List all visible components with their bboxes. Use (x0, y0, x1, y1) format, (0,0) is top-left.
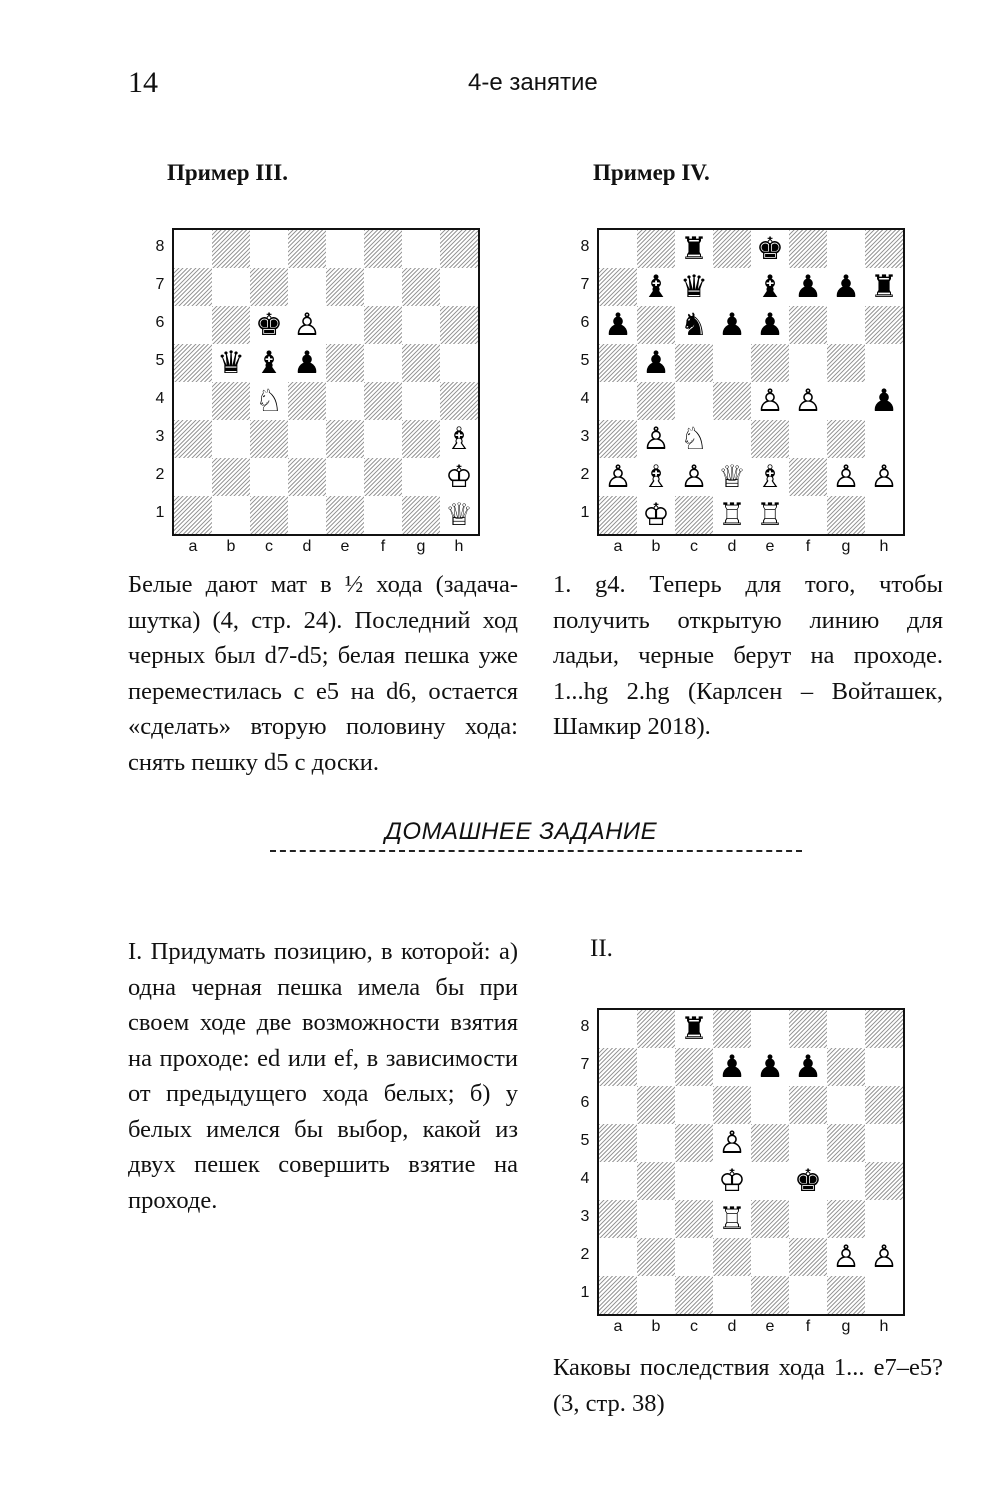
board-square (326, 420, 364, 458)
homework-heading: ДОМАШНЕЕ ЗАДАНИЕ (385, 818, 658, 845)
rank-label: 3 (155, 428, 165, 445)
board-square (675, 1238, 713, 1276)
board-square (402, 344, 440, 382)
board-square (827, 420, 865, 458)
board-square (288, 230, 326, 268)
chess-piece-white-b1: ♔ (637, 496, 675, 534)
board-square (212, 268, 250, 306)
file-label: b (226, 538, 236, 555)
rank-label: 7 (155, 276, 165, 293)
example-4-board (573, 226, 903, 556)
chess-piece-white-d1: ♖ (713, 496, 751, 534)
board-square (751, 1124, 789, 1162)
board-square (637, 1124, 675, 1162)
board-square (865, 1200, 903, 1238)
board-square (440, 230, 478, 268)
rank-label: 2 (580, 1246, 590, 1263)
board-square (713, 382, 751, 420)
board-square (174, 382, 212, 420)
board-square (713, 344, 751, 382)
board-square (751, 1238, 789, 1276)
board-square (402, 382, 440, 420)
board-square (402, 268, 440, 306)
chess-piece-black-e7: ♝ (751, 268, 789, 306)
board-square (599, 1086, 637, 1124)
board-square (865, 496, 903, 534)
board-square (250, 496, 288, 534)
file-label: d (727, 1318, 737, 1335)
board-square (789, 344, 827, 382)
board-square (599, 1010, 637, 1048)
board-square (865, 1124, 903, 1162)
board-square (751, 420, 789, 458)
file-label: c (265, 538, 273, 555)
board-square (789, 1086, 827, 1124)
board-square (212, 306, 250, 344)
file-label: c (690, 1318, 698, 1335)
chess-piece-black-f4: ♚ (789, 1162, 827, 1200)
board-square (865, 1048, 903, 1086)
example-4-text: 1. g4. Теперь для того, чтобы получить открытую линию для ладьи, черные берут на проходе. 1...hg 2.hg (Карлсен – Войташек, Шамкир 2018). (553, 571, 943, 740)
chess-piece-black-b5: ♟ (637, 344, 675, 382)
chess-piece-black-h7: ♜ (865, 268, 903, 306)
board-square (751, 1162, 789, 1200)
file-label: a (188, 538, 198, 555)
board-square (827, 1048, 865, 1086)
board-square (789, 1124, 827, 1162)
file-label: a (613, 1318, 623, 1335)
file-label: g (841, 1318, 851, 1335)
example-4-title: Пример IV. (593, 160, 710, 185)
file-label: e (340, 538, 350, 555)
board-square (599, 382, 637, 420)
board-square (789, 306, 827, 344)
board-square (789, 1238, 827, 1276)
board-square (212, 458, 250, 496)
chess-piece-white-b3: ♙ (637, 420, 675, 458)
section-divider (270, 850, 802, 852)
board-square (827, 1200, 865, 1238)
chess-board-grid (597, 1008, 905, 1316)
board-square (364, 420, 402, 458)
board-square (364, 230, 402, 268)
chess-piece-black-e7: ♟ (751, 1048, 789, 1086)
chess-piece-white-c2: ♙ (675, 458, 713, 496)
chess-board-grid (597, 228, 905, 536)
board-square (675, 344, 713, 382)
file-label: g (416, 538, 426, 555)
board-square (326, 306, 364, 344)
board-square (288, 420, 326, 458)
board-square (675, 496, 713, 534)
board-square (599, 1276, 637, 1314)
chess-piece-black-b7: ♝ (637, 268, 675, 306)
board-square (326, 458, 364, 496)
board-square (865, 420, 903, 458)
chess-piece-black-b5: ♛ (212, 344, 250, 382)
board-square (326, 496, 364, 534)
board-square (865, 306, 903, 344)
board-square (789, 496, 827, 534)
board-square (364, 496, 402, 534)
file-label: f (805, 538, 811, 555)
board-square (865, 1162, 903, 1200)
file-label: h (879, 538, 889, 555)
board-square (174, 496, 212, 534)
board-square (789, 458, 827, 496)
chess-piece-white-c4: ♘ (250, 382, 288, 420)
chess-piece-black-f7: ♟ (789, 268, 827, 306)
board-square (440, 382, 478, 420)
example-3-text: Белые дают мат в ½ хода (задача-шутка) (4, стр. 24). Последний ход черных был d7-d5; белая пешка уже переместилась с e5 на d6, остается «сделать» вторую половину хода: снять пешку d5 с доски. (128, 571, 518, 776)
rank-label: 1 (580, 504, 590, 521)
board-square (865, 230, 903, 268)
board-square (364, 268, 402, 306)
board-square (827, 1010, 865, 1048)
board-square (675, 1086, 713, 1124)
board-square (212, 496, 250, 534)
homework-board (573, 1006, 903, 1336)
board-square (212, 230, 250, 268)
board-square (789, 1010, 827, 1048)
chess-piece-black-e8: ♚ (751, 230, 789, 268)
chess-piece-black-c5: ♝ (250, 344, 288, 382)
board-square (326, 230, 364, 268)
chess-piece-white-h2: ♔ (440, 458, 478, 496)
board-square (599, 420, 637, 458)
board-square (599, 344, 637, 382)
example-3-board (148, 226, 478, 556)
board-square (675, 1200, 713, 1238)
chess-piece-white-g2: ♙ (827, 1238, 865, 1276)
chess-piece-white-f4: ♙ (789, 382, 827, 420)
board-square (675, 1162, 713, 1200)
board-square (402, 306, 440, 344)
running-head: 4-е занятие (468, 69, 598, 96)
board-square (402, 230, 440, 268)
board-square (675, 382, 713, 420)
board-square (250, 420, 288, 458)
chess-piece-white-c3: ♘ (675, 420, 713, 458)
chess-piece-black-d5: ♟ (288, 344, 326, 382)
chess-piece-white-e4: ♙ (751, 382, 789, 420)
chess-piece-black-c8: ♜ (675, 1010, 713, 1048)
rank-label: 8 (155, 238, 165, 255)
rank-label: 7 (580, 1056, 590, 1073)
board-square (637, 1200, 675, 1238)
chess-piece-white-e2: ♗ (751, 458, 789, 496)
board-square (599, 496, 637, 534)
rank-label: 1 (580, 1284, 590, 1301)
board-square (675, 1276, 713, 1314)
board-square (402, 420, 440, 458)
rank-label: 7 (580, 276, 590, 293)
board-square (865, 344, 903, 382)
board-square (288, 382, 326, 420)
board-square (599, 1238, 637, 1276)
chess-piece-white-d4: ♔ (713, 1162, 751, 1200)
chess-piece-black-a6: ♟ (599, 306, 637, 344)
board-square (751, 344, 789, 382)
chess-piece-white-e1: ♖ (751, 496, 789, 534)
board-square (751, 1086, 789, 1124)
board-square (174, 420, 212, 458)
board-square (713, 1010, 751, 1048)
file-label: d (302, 538, 312, 555)
chess-piece-white-h2: ♙ (865, 1238, 903, 1276)
rank-label: 4 (155, 390, 165, 407)
board-square (637, 1048, 675, 1086)
chess-piece-white-d2: ♕ (713, 458, 751, 496)
board-square (250, 458, 288, 496)
example-3-title: Пример III. (167, 160, 288, 185)
chess-piece-white-b2: ♗ (637, 458, 675, 496)
board-square (174, 306, 212, 344)
board-square (212, 420, 250, 458)
file-label: f (805, 1318, 811, 1335)
rank-label: 5 (580, 352, 590, 369)
chess-board-grid (172, 228, 480, 536)
board-square (789, 1200, 827, 1238)
board-square (599, 268, 637, 306)
board-square (637, 1010, 675, 1048)
board-square (751, 1010, 789, 1048)
file-label: h (879, 1318, 889, 1335)
file-label: g (841, 538, 851, 555)
chess-piece-black-f7: ♟ (789, 1048, 827, 1086)
board-square (865, 1276, 903, 1314)
homework-task-2-label: II. (590, 935, 613, 962)
board-square (174, 344, 212, 382)
rank-label: 6 (580, 314, 590, 331)
board-square (288, 458, 326, 496)
board-square (326, 344, 364, 382)
chess-piece-black-c8: ♜ (675, 230, 713, 268)
board-square (713, 268, 751, 306)
chess-piece-black-c7: ♛ (675, 268, 713, 306)
board-square (789, 420, 827, 458)
board-square (675, 1124, 713, 1162)
chess-piece-black-d6: ♟ (713, 306, 751, 344)
board-square (364, 306, 402, 344)
board-square (827, 344, 865, 382)
chess-piece-black-h4: ♟ (865, 382, 903, 420)
rank-label: 3 (580, 428, 590, 445)
board-square (713, 1276, 751, 1314)
board-square (440, 268, 478, 306)
board-square (789, 1276, 827, 1314)
board-square (599, 1048, 637, 1086)
rank-label: 5 (580, 1132, 590, 1149)
file-label: c (690, 538, 698, 555)
rank-label: 1 (155, 504, 165, 521)
board-square (637, 1162, 675, 1200)
page-number: 14 (128, 66, 158, 99)
board-square (751, 1200, 789, 1238)
board-square (326, 268, 364, 306)
board-square (402, 496, 440, 534)
file-label: e (765, 1318, 775, 1335)
board-square (827, 1276, 865, 1314)
board-square (174, 268, 212, 306)
board-square (599, 1162, 637, 1200)
homework-task-2-text: Каковы последствия хода 1... e7–e5? (3, стр. 38) (553, 1354, 943, 1417)
board-square (326, 382, 364, 420)
board-square (865, 1010, 903, 1048)
board-square (174, 458, 212, 496)
file-label: h (454, 538, 464, 555)
board-square (865, 1086, 903, 1124)
board-square (789, 230, 827, 268)
board-square (713, 420, 751, 458)
chess-piece-black-d7: ♟ (713, 1048, 751, 1086)
board-square (288, 268, 326, 306)
board-square (364, 458, 402, 496)
board-square (827, 1124, 865, 1162)
board-square (675, 1048, 713, 1086)
board-square (827, 1162, 865, 1200)
chess-piece-white-g2: ♙ (827, 458, 865, 496)
board-square (440, 344, 478, 382)
chess-piece-white-a2: ♙ (599, 458, 637, 496)
board-square (827, 382, 865, 420)
file-label: a (613, 538, 623, 555)
board-square (599, 1124, 637, 1162)
board-square (713, 1086, 751, 1124)
chess-piece-white-d5: ♙ (713, 1124, 751, 1162)
board-square (637, 1238, 675, 1276)
board-square (637, 1276, 675, 1314)
rank-label: 5 (155, 352, 165, 369)
board-square (637, 1086, 675, 1124)
rank-label: 4 (580, 1170, 590, 1187)
file-label: b (651, 1318, 661, 1335)
board-square (364, 382, 402, 420)
rank-label: 3 (580, 1208, 590, 1225)
file-label: f (380, 538, 386, 555)
board-square (637, 306, 675, 344)
board-square (599, 230, 637, 268)
rank-label: 6 (580, 1094, 590, 1111)
chess-piece-black-c6: ♚ (250, 306, 288, 344)
board-square (364, 344, 402, 382)
file-label: d (727, 538, 737, 555)
board-square (250, 268, 288, 306)
rank-label: 2 (580, 466, 590, 483)
board-square (827, 230, 865, 268)
rank-label: 8 (580, 238, 590, 255)
homework-task-1: I. Придумать позицию, в которой: а) одна черная пешка имела бы при своем ходе две возможности взятия на проходе: ed или ef, в зависимости от предыдущего хода белых; б) у белых имелся бы выбор, какой из двух пешек совершить взятие на проходе. (128, 938, 518, 1214)
board-square (174, 230, 212, 268)
board-square (827, 1086, 865, 1124)
board-square (637, 230, 675, 268)
chess-piece-white-d6: ♙ (288, 306, 326, 344)
board-square (440, 306, 478, 344)
chess-piece-black-c6: ♞ (675, 306, 713, 344)
chess-piece-black-e6: ♟ (751, 306, 789, 344)
chess-piece-white-h3: ♗ (440, 420, 478, 458)
board-square (599, 1200, 637, 1238)
chess-piece-black-g7: ♟ (827, 268, 865, 306)
board-square (713, 230, 751, 268)
rank-label: 2 (155, 466, 165, 483)
board-square (250, 230, 288, 268)
chess-piece-white-d3: ♖ (713, 1200, 751, 1238)
file-label: b (651, 538, 661, 555)
rank-label: 8 (580, 1018, 590, 1035)
board-square (827, 496, 865, 534)
board-square (713, 1238, 751, 1276)
chess-piece-white-h1: ♕ (440, 496, 478, 534)
board-square (637, 382, 675, 420)
board-square (212, 382, 250, 420)
board-square (827, 306, 865, 344)
rank-label: 6 (155, 314, 165, 331)
board-square (288, 496, 326, 534)
rank-label: 4 (580, 390, 590, 407)
file-label: e (765, 538, 775, 555)
chess-piece-white-h2: ♙ (865, 458, 903, 496)
board-square (402, 458, 440, 496)
board-square (751, 1276, 789, 1314)
